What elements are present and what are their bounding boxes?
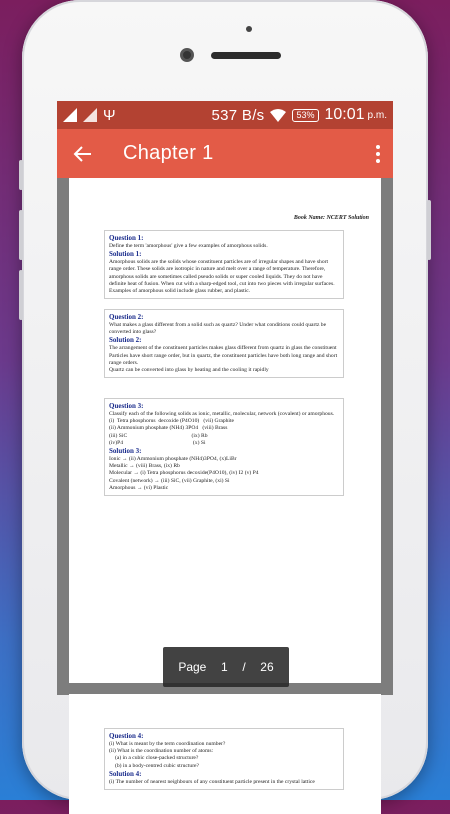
question-1-heading: Question 1:: [109, 234, 144, 242]
screen: [57, 101, 393, 785]
total-pages: 26: [260, 660, 274, 674]
overflow-menu-icon[interactable]: [363, 129, 393, 178]
mute-switch: [19, 160, 23, 190]
solution-3-answer: Covalent (network) → (iii) SiC, (vii) Graphite, (xi) Si: [109, 477, 230, 484]
question-1-text: Define the term 'amorphous' give a few examples of amorphous solids.: [109, 243, 268, 249]
solution-4-text: (i) The number of nearest neighbours of any constituent particle present in the crystal lattice: [109, 778, 315, 785]
page-separator: /: [242, 660, 246, 674]
solution-2-text-2: Quartz can be converted into glass by heating and the cooling it rapidly: [109, 367, 269, 374]
solution-2-heading: Solution 2:: [109, 336, 142, 345]
solution-3-heading: Solution 3:: [109, 447, 142, 456]
solution-4-heading: Solution 4:: [109, 769, 142, 778]
pdf-page-1: [69, 178, 381, 683]
question-3-item: (iv)P4 (x) Si: [109, 439, 206, 446]
question-4-text: (ii) What is the coordination number of atoms:: [109, 748, 214, 755]
question-4-block: [104, 728, 344, 790]
question-2-heading: Question 2:: [109, 313, 144, 321]
solution-1-text: Amorphous solids are the solids whose constituent particles are of irregular shapes and have short range order. These solids are isotropic in nature and melt over a range of temperature. Therefore, amorphous solids are sometimes called pseudo solids or super cooled liquids. They do not have definite heat of fusion. When cut with a sharp-edged tool, cut into two pieces with irregular surfaces. Examples of amorphous solid include glass rubber, and plastic.: [109, 259, 335, 295]
solution-2-text: The arrangement of the constituent particles makes glass different from quartz in glass the constituent Particles have short range order, but in quartz, the constituent particles have both long range and short range orders.: [109, 345, 338, 366]
back-arrow-icon[interactable]: [57, 129, 109, 178]
signal-icon-2: [83, 108, 97, 122]
question-4-text: (i) What is meant by the term coordination number?: [109, 741, 226, 747]
question-1-block: [104, 230, 344, 299]
solution-3-answer: Metallic → (viii) Brass, (ix) Rb: [109, 463, 180, 470]
solution-3-answer: Ionic → (ii) Ammonium phosphate (NH4)3PO4, (x)LiBr: [109, 456, 237, 463]
power-button: [427, 200, 431, 260]
earpiece-speaker: [211, 52, 281, 59]
battery-icon: 53%: [292, 109, 318, 122]
page-indicator: [163, 647, 289, 687]
clock-ampm: p.m.: [367, 109, 387, 121]
question-3-item: (ii) Ammonium phosphate (NH4) 3PO4 (viii) Brass: [109, 425, 228, 432]
question-2-text: What makes a glass different from a solid such as quartz? Under what conditions could quartz be converted into glass?: [109, 322, 327, 336]
usb-icon: Ψ: [103, 106, 116, 124]
wifi-icon: [270, 108, 286, 122]
question-4-text: (b) in a body-centred cubic structure?: [115, 762, 200, 769]
front-camera: [180, 48, 194, 62]
question-4-text: (a) in a cubic close-packed structure?: [115, 755, 199, 762]
question-3-block: [104, 398, 344, 496]
app-bar: [57, 129, 393, 178]
solution-3-answer: Molecular → (i) Tetra phosphorus decoxide(P4O10), (iv) I2 (v) P4: [109, 470, 259, 477]
network-speed: 537 B/s: [211, 106, 265, 124]
question-2-block: [104, 309, 344, 378]
signal-icon: [63, 108, 77, 122]
pdf-page-2: [69, 694, 381, 814]
current-page: 1: [220, 660, 228, 674]
page-title: Chapter 1: [123, 142, 214, 164]
proximity-sensor: [246, 26, 252, 32]
question-3-text: Classify each of the following solids as ionic, metallic, molecular, network (covalent) or amorphous.: [109, 411, 335, 417]
question-4-heading: Question 4:: [109, 732, 144, 740]
question-3-item: (i) Tetra phosphorus decoxide (P4O10) (vii) Graphite: [109, 418, 235, 425]
solution-1-heading: Solution 1:: [109, 250, 142, 259]
question-3-item: (iii) SiC (ix) Rb: [109, 432, 208, 439]
solution-3-answer: Amorphous → (vi) Plastic: [109, 484, 169, 491]
pdf-viewer[interactable]: [57, 178, 393, 785]
book-name: Book Name: NCERT Solution: [293, 215, 369, 221]
question-3-heading: Question 3:: [109, 402, 144, 410]
volume-down-button: [19, 270, 23, 320]
volume-up-button: [19, 210, 23, 260]
status-bar: [57, 101, 393, 129]
page-label: Page: [178, 660, 207, 674]
clock-time: 10:01: [324, 106, 365, 123]
